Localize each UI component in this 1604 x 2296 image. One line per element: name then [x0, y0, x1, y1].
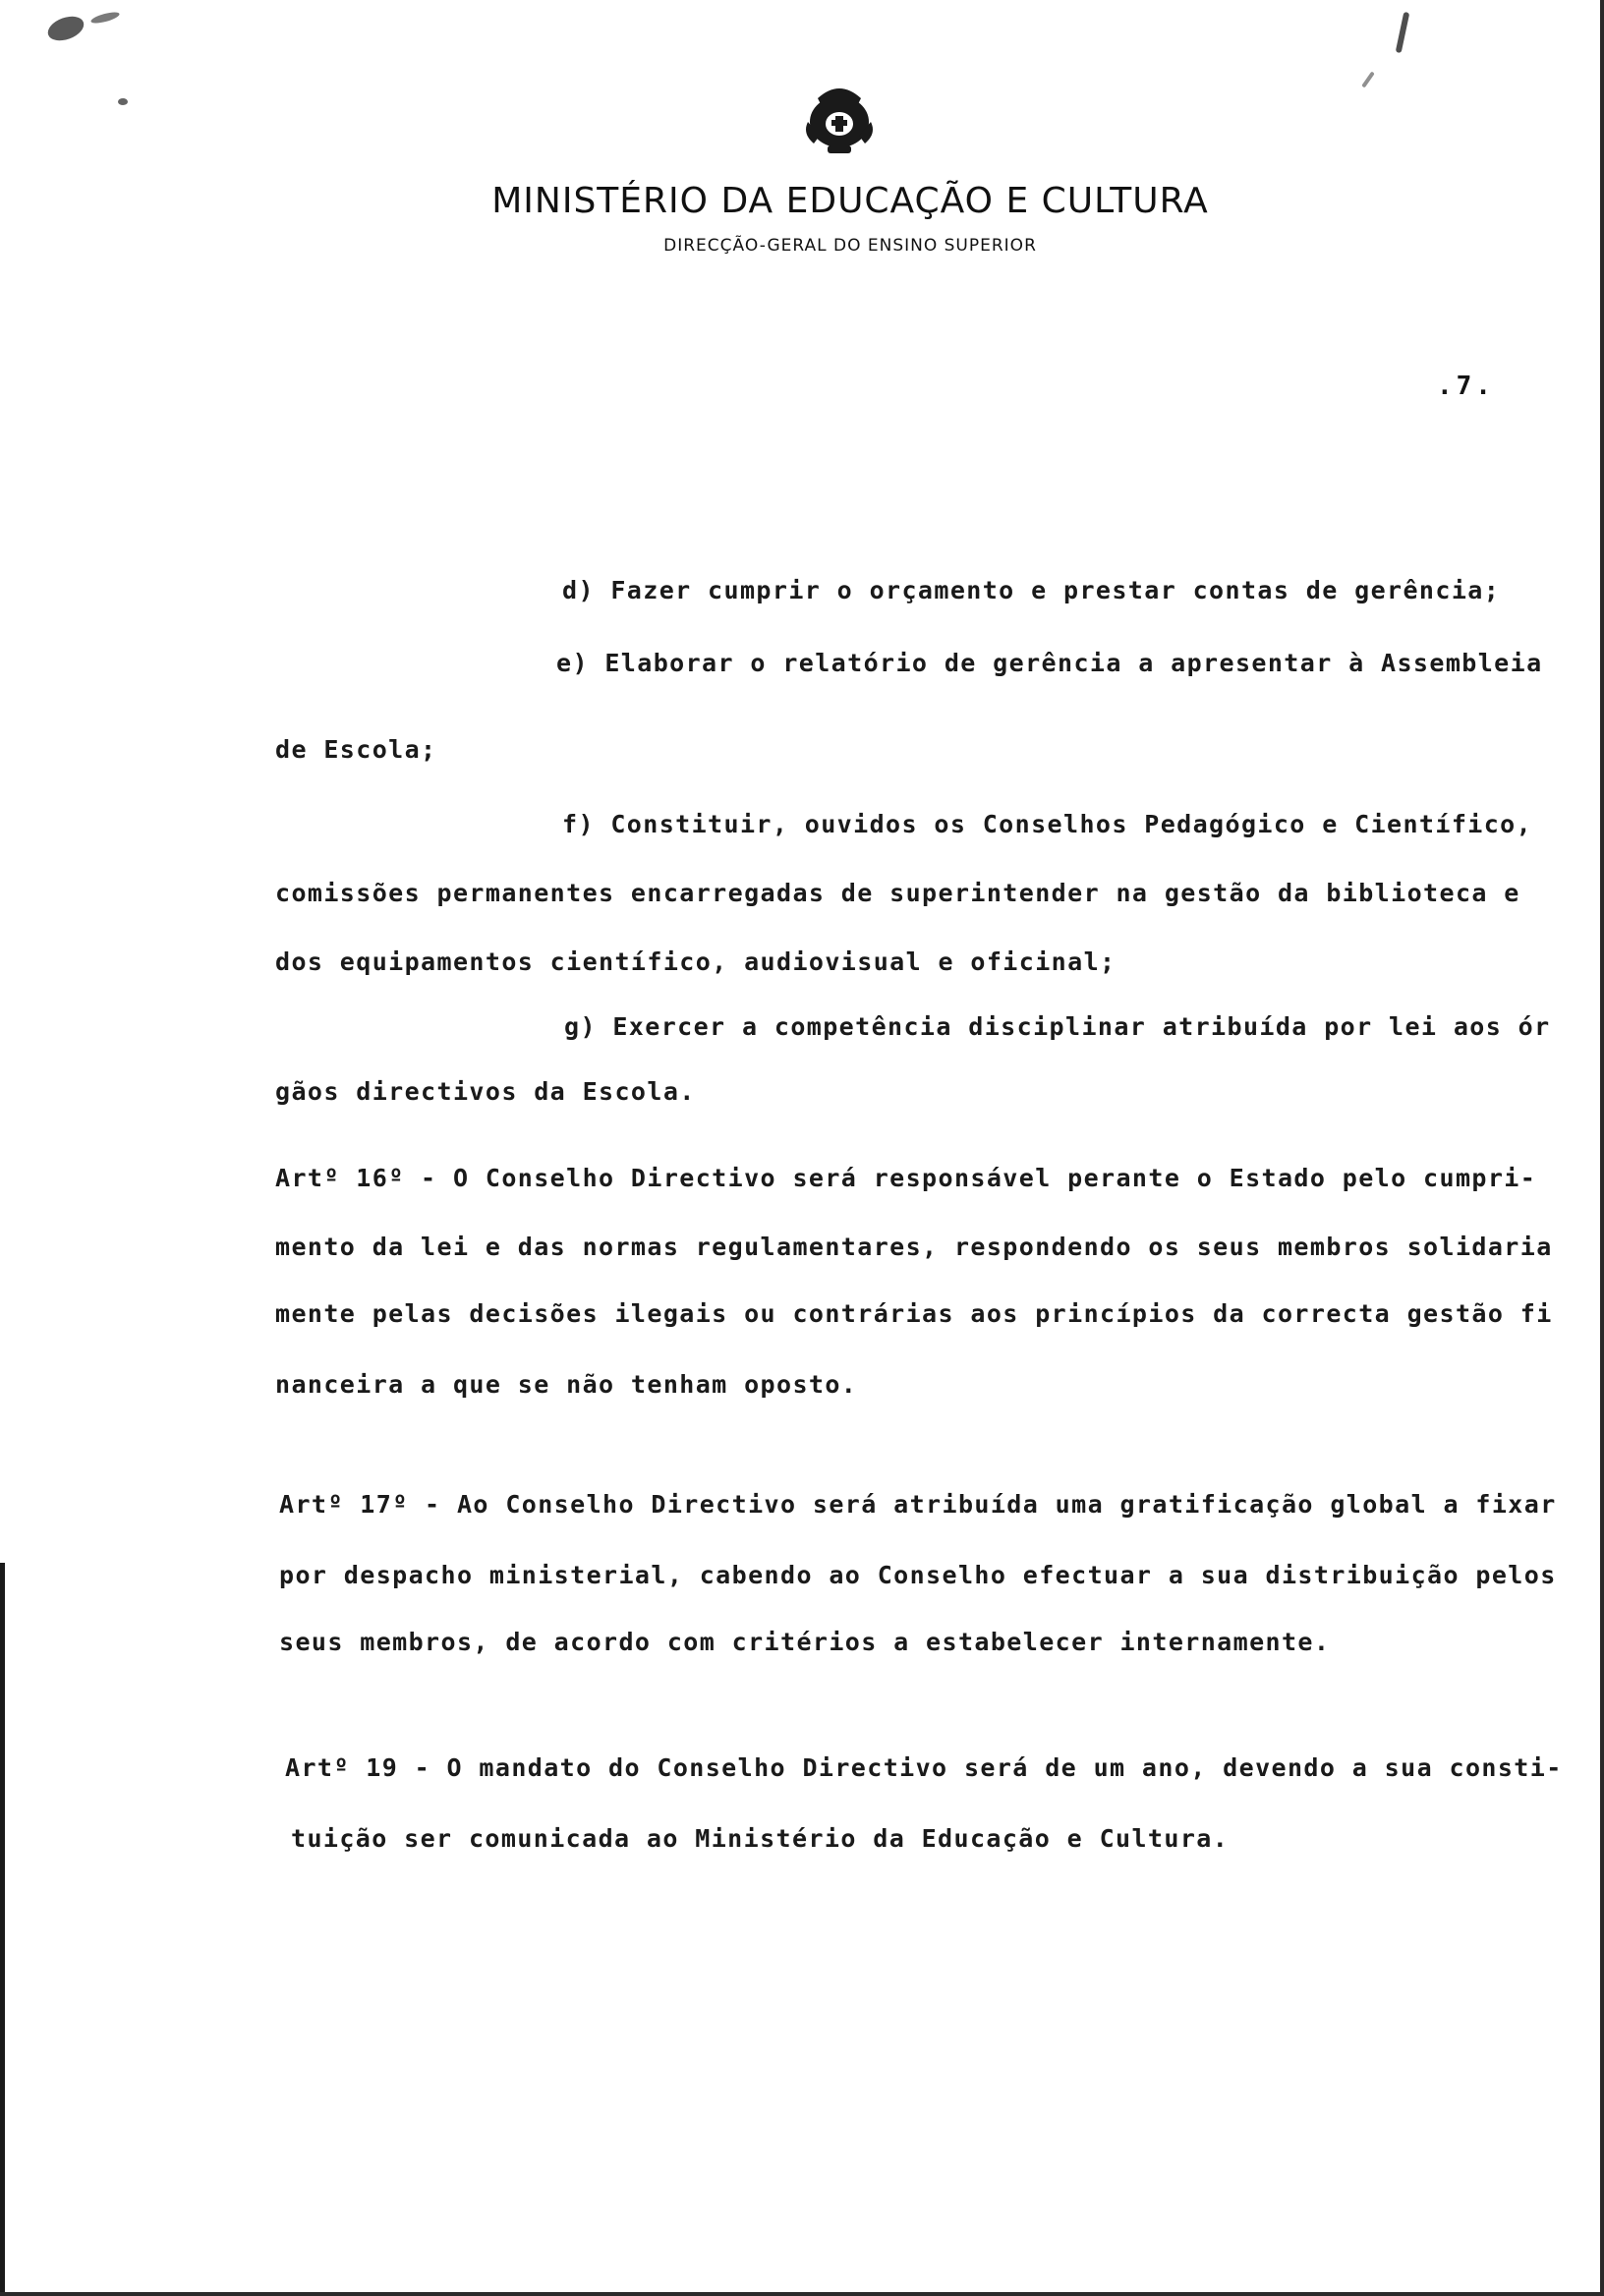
art16-line-1: Artº 16º - O Conselho Directivo será responsável perante o Estado pelo cumpri-	[275, 1164, 1537, 1192]
art16-line-3: mente pelas decisões ilegais ou contrárias aos princípios da correcta gestão fi	[275, 1299, 1553, 1328]
scan-mark	[1361, 71, 1375, 87]
item-e-line-1: e) Elaborar o relatório de gerência a apresentar à Assembleia	[556, 649, 1543, 677]
item-d-line: d) Fazer cumprir o orçamento e prestar contas de gerência;	[562, 576, 1501, 604]
item-f-line-1: f) Constituir, ouvidos os Conselhos Pedagógico e Científico,	[562, 810, 1533, 838]
coat-of-arms-seal-icon	[798, 79, 881, 161]
art16-line-4: nanceira a que se não tenham oposto.	[275, 1370, 858, 1399]
ministry-title: MINISTÉRIO DA EDUCAÇÃO E CULTURA	[491, 181, 1209, 221]
item-g-line-1: g) Exercer a competência disciplinar atribuída por lei aos ór	[564, 1012, 1551, 1041]
item-f-line-3: dos equipamentos científico, audiovisual e oficinal;	[275, 947, 1117, 976]
item-f-line-2: comissões permanentes encarregadas de superintender na gestão da biblioteca e	[275, 879, 1520, 907]
scan-mark	[118, 98, 128, 105]
scan-edge-bottom	[0, 2292, 1604, 2296]
item-e-line-2: de Escola;	[275, 735, 437, 764]
scan-mark	[1396, 12, 1410, 53]
item-g-line-2: gãos directivos da Escola.	[275, 1077, 696, 1106]
scan-mark	[44, 12, 86, 45]
art19-line-2: tuição ser comunicada ao Ministério da Educação e Cultura.	[291, 1824, 1230, 1853]
art16-line-2: mento da lei e das normas regulamentares, respondendo os seus membros solidaria	[275, 1233, 1553, 1261]
scan-edge-left	[0, 1563, 5, 2296]
scan-mark	[89, 10, 120, 25]
art17-line-2: por despacho ministerial, cabendo ao Conselho efectuar a sua distribuição pelos	[279, 1561, 1557, 1589]
art19-line-1: Artº 19 - O mandato do Conselho Directivo será de um ano, devendo a sua consti-	[285, 1753, 1563, 1782]
art17-line-3: seus membros, de acordo com critérios a estabelecer internamente.	[279, 1628, 1331, 1656]
page-number: .7.	[1437, 372, 1495, 401]
scan-edge-right	[1600, 0, 1604, 2296]
art17-line-1: Artº 17º - Ao Conselho Directivo será atribuída uma gratificação global a fixar	[279, 1490, 1557, 1519]
directorate-subtitle: DIRECÇÃO-GERAL DO ENSINO SUPERIOR	[663, 236, 1037, 256]
